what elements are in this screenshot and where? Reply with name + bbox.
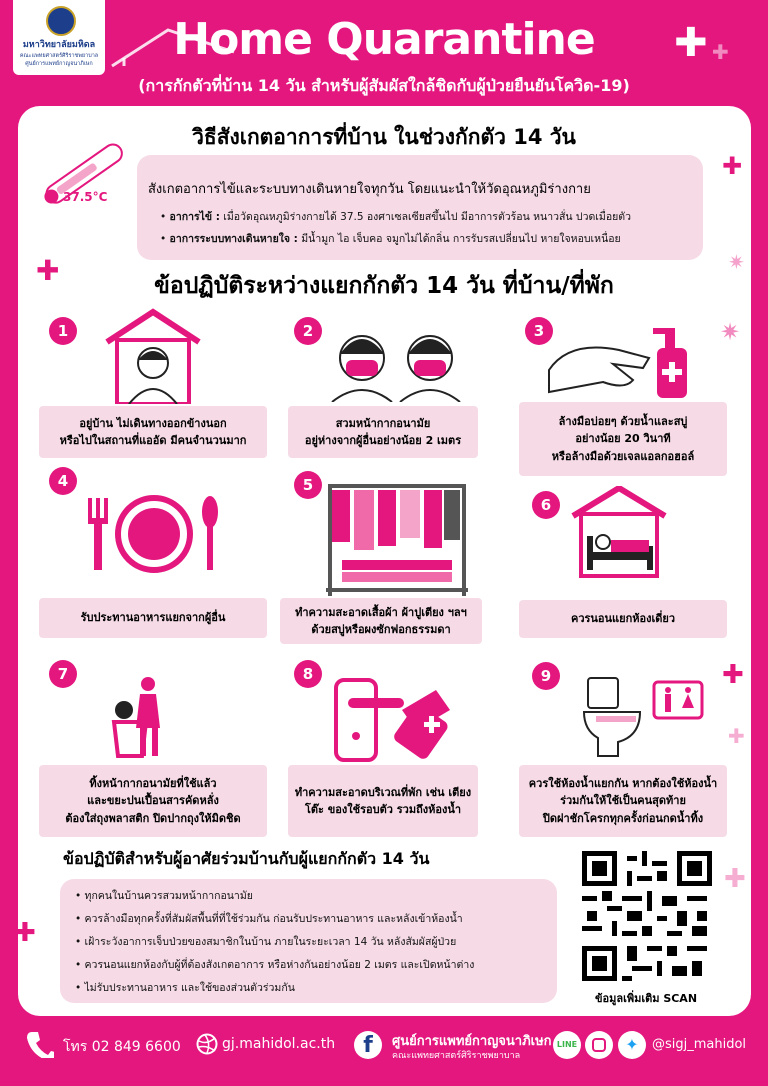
- toilet-icon: [580, 672, 710, 760]
- rules-heading: ข้อปฏิบัติระหว่างแยกกักตัว 14 วัน ที่บ้าน/ที่พัก: [154, 273, 614, 299]
- observe-intro: สังเกตอาการไข้และระบบทางเดินหายใจทุกวัน โดยแนะนำให้วัดอุณหภูมิร่างกาย: [148, 182, 591, 197]
- residents-list-item: • ควรล้างมือทุกครั้งที่สัมผัสพื้นที่ที่ใช้ร่วมกัน ก่อนรับประทานอาหาร และหลังเข้าห้องน้ำ: [75, 913, 463, 925]
- plus-decoration-icon: ✚: [712, 40, 729, 64]
- step-label-line: ปิดฝาชักโครกทุกครั้งก่อนกดน้ำทิ้ง: [542, 811, 704, 825]
- globe-icon: [196, 1033, 218, 1055]
- step-label-line: ล้างมือบ่อยๆ ด้วยน้ำและสบู่: [558, 415, 688, 429]
- residents-item-text: ควรนอนแยกห้องกับผู้ที่ต้องสังเกตอาการ หรือห่างกันอย่างน้อย 2 เมตร และเปิดหน้าต่าง: [84, 959, 475, 971]
- trash-disposal-icon: [110, 676, 172, 758]
- step-number: 1: [49, 317, 77, 345]
- bullet-term: อาการระบบทางเดินหายใจ :: [169, 233, 298, 245]
- clothes-rack-icon: [322, 476, 472, 600]
- step-label-line: อย่างน้อย 20 วินาที: [575, 432, 671, 446]
- hand-sanitizer-icon: [545, 320, 695, 402]
- virus-decoration-icon: ✷: [720, 318, 741, 346]
- step-label-line: ด้วยสบู่หรือผงซักฟอกธรรมดา: [311, 623, 451, 636]
- step-label-line: โต๊ะ ของใช้รอบตัว รวมถึงห้องน้ำ: [304, 803, 462, 816]
- logo-faculty: คณะแพทยศาสตร์ศิริราชพยาบาล: [19, 53, 99, 59]
- step-number: 7: [49, 660, 77, 688]
- plate-cutlery-icon: [82, 494, 232, 574]
- step-label-line: อยู่ห่างจากผู้อื่นอย่างน้อย 2 เมตร: [304, 434, 462, 447]
- step-label-line: ควรนอนแยกห้องเดี่ยว: [570, 612, 676, 626]
- step-label: [288, 765, 478, 837]
- bullet-text: มีน้ำมูก ไอ เจ็บคอ จมูกไม่ได้กลิ่น การรับรสเปลี่ยนไป หายใจหอบเหนื่อย: [301, 233, 621, 245]
- masked-people-icon: [322, 320, 472, 402]
- step-label-line: หรือล้างมือด้วยเจลแอลกอฮอล์: [551, 449, 695, 463]
- step-label-line: รับประทานอาหารแยกจากผู้อื่น: [80, 611, 226, 625]
- page-title: Home Quarantine: [173, 14, 595, 65]
- residents-item-text: ควรล้างมือทุกครั้งที่สัมผัสพื้นที่ที่ใช้ร่วมกัน ก่อนรับประทานอาหาร และหลังเข้าห้องน้ำ: [84, 913, 463, 925]
- step-label-line: และขยะปนเปื้อนสารคัดหลั่ง: [87, 794, 219, 808]
- step-number: 9: [532, 662, 560, 690]
- plus-decoration-icon: ✚: [722, 152, 743, 180]
- twitter-icon[interactable]: ✦: [618, 1031, 646, 1059]
- step-number: 2: [294, 317, 322, 345]
- social-handle[interactable]: @sigj_mahidol: [652, 1037, 747, 1052]
- step-label-line: ทิ้งหน้ากากอนามัยที่ใช้แล้ว: [89, 777, 217, 791]
- org-subtitle: คณะแพทยศาสตร์ศิริราชพยาบาล: [392, 1051, 521, 1061]
- step-number: 3: [525, 317, 553, 345]
- residents-list-item: • ไม่รับประทานอาหาร และใช้ของส่วนตัวร่วมกัน: [75, 982, 295, 994]
- step-label: [519, 765, 727, 837]
- step-label: [519, 600, 727, 638]
- observe-bullet: • อาการระบบทางเดินหายใจ : มีน้ำมูก ไอ เจ็บคอ จมูกไม่ได้กลิ่น การรับรสเปลี่ยนไป หายใจหอบเหนื่อย: [160, 233, 621, 245]
- step-number: 4: [49, 467, 77, 495]
- step-number: 8: [294, 660, 322, 688]
- residents-heading: ข้อปฏิบัติสำหรับผู้อาศัยร่วมบ้านกับผู้แยกกักตัว 14 วัน: [63, 849, 430, 868]
- facebook-icon[interactable]: f: [354, 1031, 382, 1059]
- plus-decoration-icon: ✚: [14, 918, 36, 948]
- step-label: [288, 406, 478, 458]
- phone-number[interactable]: โทร 02 849 6600: [63, 1039, 181, 1055]
- house-person-icon: [103, 308, 203, 404]
- step-label-line: ทำความสะอาดเสื้อผ้า ผ้าปูเตียง ฯลฯ: [295, 605, 467, 619]
- qr-label: ข้อมูลเพิ่มเติม SCAN: [594, 992, 698, 1005]
- bullet-text: เมื่อวัดอุณหภูมิร่างกายได้ 37.5 องศาเซลเซียสขึ้นไป มีอาการตัวร้อน หนาวสั่น ปวดเมื่อยตัว: [223, 211, 631, 223]
- residents-item-text: เฝ้าระวังอาการเจ็บป่วยของสมาชิกในบ้าน ภายในระยะเวลา 14 วัน หลังสัมผัสผู้ป่วย: [84, 936, 457, 948]
- plus-decoration-icon: ✚: [724, 864, 746, 894]
- step-label: [39, 598, 267, 638]
- observe-heading: วิธีสังเกตอาการที่บ้าน ในช่วงกักตัว 14 วัน: [192, 125, 576, 149]
- step-label: [39, 765, 267, 837]
- residents-list-item: • ทุกคนในบ้านควรสวมหน้ากากอนามัย: [75, 890, 253, 902]
- logo-center: ศูนย์การแพทย์กาญจนาภิเษก: [25, 61, 93, 67]
- observe-bullet: • อาการไข้ : เมื่อวัดอุณหภูมิร่างกายได้ 37.5 องศาเซลเซียสขึ้นไป มีอาการตัวร้อน หนาวสั่น ปวดเมื่อยตัว: [160, 211, 631, 223]
- step-label-line: หรือไปในสถานที่แออัด มีคนจำนวนมาก: [59, 434, 247, 447]
- step-label-line: ควรใช้ห้องน้ำแยกกัน หากต้องใช้ห้องน้ำ: [528, 777, 718, 791]
- plus-decoration-icon: ✚: [36, 254, 60, 287]
- bullet-term: อาการไข้ :: [169, 211, 220, 223]
- step-number: 6: [532, 491, 560, 519]
- plus-decoration-icon: ✚: [722, 660, 744, 690]
- step-label: [519, 402, 727, 476]
- step-label-line: ต้องใส่ถุงพลาสติก ปิดปากถุงให้มิดชิด: [65, 811, 241, 825]
- plus-decoration-icon: ✚: [728, 724, 745, 748]
- step-label-line: ทำความสะอาดบริเวณที่พัก เช่น เตียง: [294, 785, 472, 799]
- residents-item-text: ไม่รับประทานอาหาร และใช้ของส่วนตัวร่วมกัน: [84, 982, 295, 994]
- page-subtitle: (การกักตัวที่บ้าน 14 วัน สำหรับผู้สัมผัสใกล้ชิดกับผู้ป่วยยืนยันโควิด-19): [138, 76, 630, 95]
- step-label-line: สวมหน้ากากอนามัย: [335, 416, 431, 430]
- logo-university: มหาวิทยาลัยมหิดล: [22, 40, 96, 50]
- step-label: [280, 598, 482, 644]
- step-label-line: ร่วมกันให้ใช้เป็นคนสุดท้าย: [560, 794, 686, 808]
- phone-icon: [26, 1030, 54, 1058]
- residents-item-text: ทุกคนในบ้านควรสวมหน้ากากอนามัย: [84, 890, 253, 902]
- residents-list-item: • เฝ้าระวังอาการเจ็บป่วยของสมาชิกในบ้าน ภายในระยะเวลา 14 วัน หลังสัมผัสผู้ป่วย: [75, 936, 457, 948]
- disinfect-door-icon: [332, 670, 472, 762]
- step-label-line: อยู่บ้าน ไม่เดินทางออกข้างนอก: [79, 416, 227, 430]
- virus-decoration-icon: ✷: [728, 250, 745, 274]
- website-link[interactable]: gj.mahidol.ac.th: [222, 1036, 336, 1052]
- sleep-separate-icon: [571, 486, 667, 578]
- org-name: ศูนย์การแพทย์กาญจนาภิเษก: [392, 1034, 552, 1049]
- instagram-icon[interactable]: [585, 1031, 613, 1059]
- step-number: 5: [294, 471, 322, 499]
- plus-decoration-icon: ✚: [674, 20, 708, 66]
- step-label: [39, 406, 267, 458]
- qr-code[interactable]: [582, 851, 712, 981]
- line-icon[interactable]: LINE: [553, 1031, 581, 1059]
- thermometer-reading: 37.5°C: [63, 190, 108, 204]
- residents-list-item: • ควรนอนแยกห้องกับผู้ที่ต้องสังเกตอาการ หรือห่างกันอย่างน้อย 2 เมตร และเปิดหน้าต่าง: [75, 959, 475, 971]
